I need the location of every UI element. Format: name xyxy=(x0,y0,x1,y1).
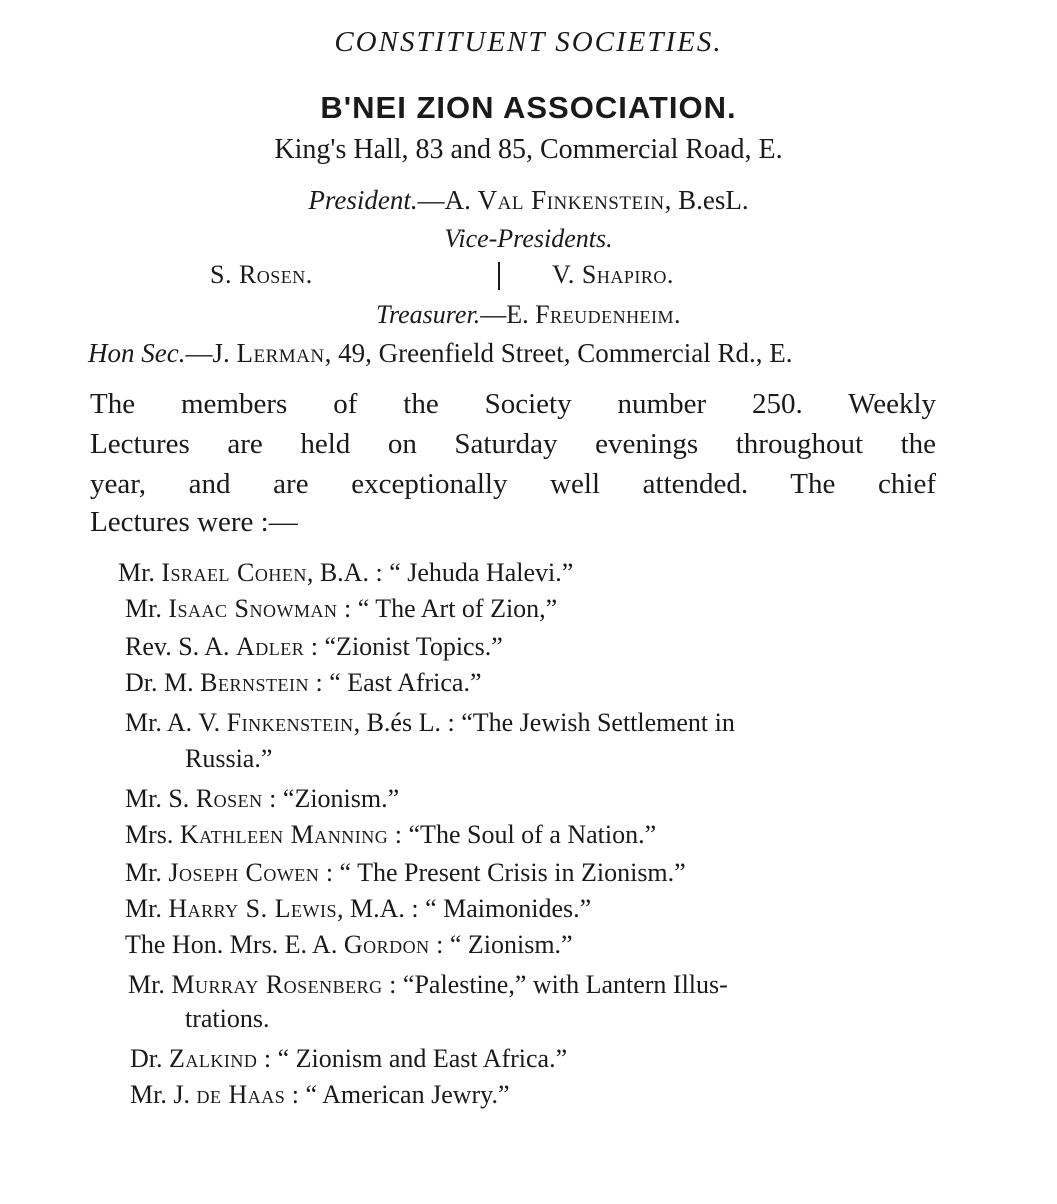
lecture-item xyxy=(118,558,573,588)
lecture-prefix: Mr. xyxy=(128,970,172,999)
president-line xyxy=(0,185,1057,216)
lecture-separator: : xyxy=(285,1080,306,1109)
lecture-item xyxy=(125,930,573,960)
treasurer-dash: —E. xyxy=(480,300,536,329)
paragraph-line-4: Lectures were :— xyxy=(90,506,298,538)
lecture-title: “Zionist Topics.” xyxy=(324,632,503,661)
lecture-item xyxy=(125,784,399,814)
lecture-prefix: Mr. J. xyxy=(130,1080,197,1109)
lecture-separator: , M.A. : xyxy=(336,894,426,923)
lecture-prefix: Dr. xyxy=(130,1044,169,1073)
vice-president-1: S. Rosen. xyxy=(210,260,313,289)
treasurer-name: Freudenheim. xyxy=(535,300,682,329)
lecture-prefix: Mr. S. xyxy=(125,784,196,813)
lecture-title: “ Zionism and East Africa.” xyxy=(277,1044,568,1073)
association-name: B'NEI ZION ASSOCIATION. xyxy=(320,90,737,125)
hon-sec-name: Lerman xyxy=(236,338,325,368)
treasurer-line xyxy=(0,300,1057,330)
lecture-prefix: Mr. xyxy=(125,594,169,623)
lecture-item xyxy=(125,894,591,924)
lecture-prefix: Mr. A. V. xyxy=(125,708,227,737)
lecture-title: “The Jewish Settlement in xyxy=(461,708,735,737)
lecturer-name: Kathleen Manning xyxy=(179,820,389,849)
hon-sec-label: Hon Sec. xyxy=(88,338,186,368)
hon-sec-line xyxy=(88,338,792,369)
lecturer-name: Joseph Cowen xyxy=(168,858,320,887)
lecture-item xyxy=(125,708,735,738)
lecturer-name: Rosen xyxy=(195,784,263,813)
lecture-item xyxy=(125,594,557,624)
lecture-title: “Palestine,” with Lantern Illus- xyxy=(402,970,728,999)
lecture-item xyxy=(125,632,503,662)
lecture-title-continuation: Russia.” xyxy=(185,744,273,773)
lecture-separator: : xyxy=(337,594,358,623)
lecture-title: “ The Present Crisis in Zionism.” xyxy=(339,858,686,887)
paragraph-line-2: Lectures are held on Saturday evenings throughout the xyxy=(90,428,936,460)
treasurer-label: Treasurer. xyxy=(375,300,481,329)
lecture-title: “The Soul of a Nation.” xyxy=(408,820,657,849)
lecture-title: “ East Africa.” xyxy=(329,668,482,697)
lecturer-name: Murray Rosenberg xyxy=(171,970,383,999)
lecture-prefix: Dr. M. xyxy=(125,668,201,697)
president-name: Val Finkenstein xyxy=(477,185,665,215)
president-dash: —A. xyxy=(417,185,478,215)
lecture-title: “ The Art of Zion,” xyxy=(357,594,558,623)
section-title: CONSTITUENT SOCIETIES. xyxy=(334,26,723,58)
lecturer-name: Israel Cohen xyxy=(161,558,307,587)
lecture-item xyxy=(128,970,728,1000)
lecture-separator: : xyxy=(304,632,325,661)
lecture-separator: : xyxy=(319,858,340,887)
president-label: President. xyxy=(308,185,418,215)
lecture-separator: : xyxy=(429,930,450,959)
lecture-separator: , B.és L. : xyxy=(353,708,462,737)
lecture-title: “ Zionism.” xyxy=(449,930,573,959)
paragraph-line-1: The members of the Society number 250. Weekly xyxy=(90,388,936,420)
hon-sec-address: , 49, Greenfield Street, Commercial Rd., E. xyxy=(324,338,793,368)
lecture-prefix: Rev. S. A. xyxy=(125,632,236,661)
lecture-prefix: Mr. xyxy=(118,558,162,587)
lecturer-name: Harry S. Lewis xyxy=(168,894,337,923)
lecturer-name: Finkenstein xyxy=(226,708,354,737)
lecture-title-continuation: trations. xyxy=(185,1004,270,1033)
lecture-title: “Zionism.” xyxy=(282,784,400,813)
paragraph-line-3: year, and are exceptionally well attended. The chief xyxy=(90,468,936,500)
lecture-item xyxy=(125,820,656,850)
lecture-separator: : xyxy=(308,668,330,697)
lecture-separator: : xyxy=(382,970,403,999)
lecture-title: “ Maimonides.” xyxy=(425,894,592,923)
vice-presidents-label: Vice-Presidents. xyxy=(444,224,613,253)
lecture-item xyxy=(130,1044,567,1074)
lecture-prefix: Mrs. xyxy=(125,820,180,849)
lecture-title: “ Jehuda Halevi.” xyxy=(389,558,574,587)
lecturer-name: Gordon xyxy=(343,930,430,959)
vice-president-2: V. Shapiro. xyxy=(552,260,674,289)
lecture-separator: : xyxy=(257,1044,278,1073)
hon-sec-dash: —J. xyxy=(185,338,237,368)
lecturer-name: Bernstein xyxy=(200,668,309,697)
lecture-separator: : xyxy=(388,820,409,849)
lecture-item xyxy=(130,1080,510,1110)
association-address: King's Hall, 83 and 85, Commercial Road, E. xyxy=(274,134,783,165)
lecturer-name: Adler xyxy=(236,632,305,661)
lecture-title: “ American Jewry.” xyxy=(305,1080,510,1109)
lecturer-name: Isaac Snowman xyxy=(168,594,338,623)
column-divider xyxy=(498,262,500,290)
lecture-separator: , B.A. : xyxy=(306,558,390,587)
president-suffix: , B.esL. xyxy=(664,185,749,215)
lecture-separator: : xyxy=(262,784,283,813)
lecture-prefix: Mr. xyxy=(125,894,169,923)
lecturer-name: Zalkind xyxy=(169,1044,258,1073)
lecture-item xyxy=(125,858,686,888)
lecture-prefix: The Hon. Mrs. E. A. xyxy=(125,930,344,959)
lecture-item xyxy=(125,668,482,698)
lecturer-name: de Haas xyxy=(196,1080,286,1109)
lecture-prefix: Mr. xyxy=(125,858,169,887)
